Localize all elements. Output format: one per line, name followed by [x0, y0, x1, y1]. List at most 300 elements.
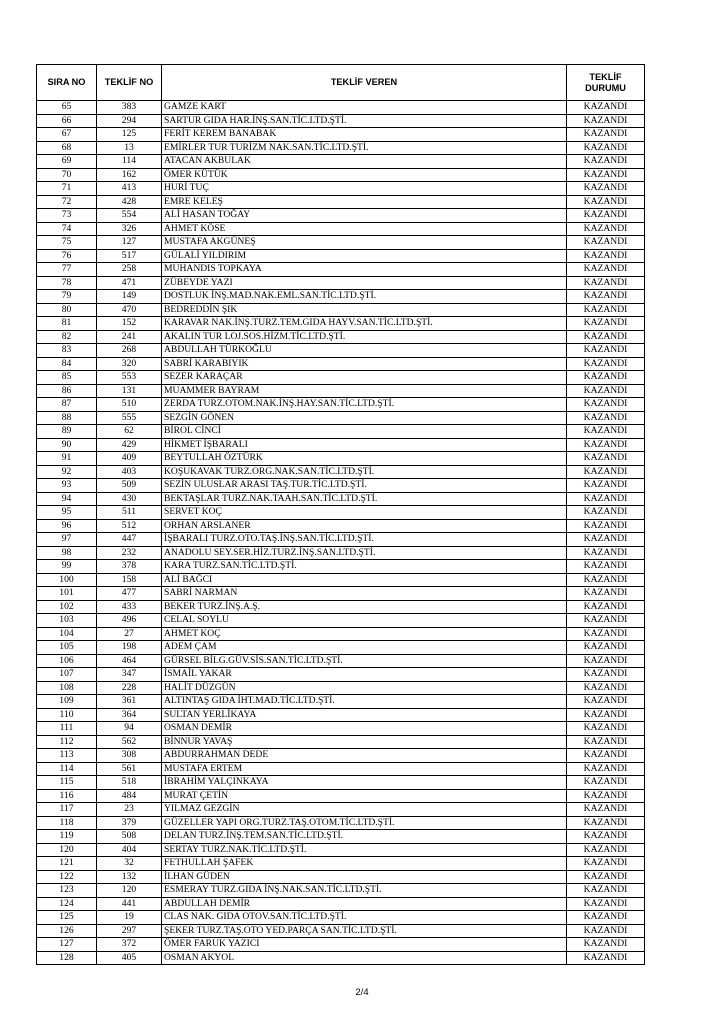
table-row [37, 546, 645, 560]
cell-teklif-durumu: KAZANDI [567, 506, 645, 520]
cell-teklif-no: 131 [97, 384, 162, 398]
cell-teklif-veren: ESMERAY TURZ.GIDA İNŞ.NAK.SAN.TİC.LTD.ŞTİ. [162, 884, 567, 898]
cell-teklif-durumu: KAZANDI [567, 951, 645, 965]
header-teklif-veren: TEKLİF VEREN [162, 65, 567, 101]
cell-teklif-durumu: KAZANDI [567, 533, 645, 547]
cell-sira-no: 118 [37, 816, 97, 830]
table-row [37, 816, 645, 830]
cell-teklif-veren: ABDULLAH TÜRKOĞLU [162, 344, 567, 358]
cell-teklif-durumu: KAZANDI [567, 263, 645, 277]
table-row [37, 195, 645, 209]
cell-teklif-veren: ORHAN ARSLANER [162, 519, 567, 533]
cell-sira-no: 72 [37, 195, 97, 209]
cell-teklif-no: 554 [97, 209, 162, 223]
cell-teklif-veren: ANADOLU SEY.SER.HİZ.TURZ.İNŞ.SAN.LTD.ŞTİ. [162, 546, 567, 560]
table-row [37, 560, 645, 574]
cell-sira-no: 83 [37, 344, 97, 358]
cell-sira-no: 114 [37, 762, 97, 776]
cell-teklif-no: 561 [97, 762, 162, 776]
cell-teklif-durumu: KAZANDI [567, 317, 645, 331]
table-row [37, 573, 645, 587]
cell-teklif-no: 308 [97, 749, 162, 763]
cell-teklif-no: 232 [97, 546, 162, 560]
table-row [37, 114, 645, 128]
cell-teklif-durumu: KAZANDI [567, 384, 645, 398]
cell-teklif-durumu: KAZANDI [567, 722, 645, 736]
cell-teklif-no: 372 [97, 938, 162, 952]
cell-teklif-durumu: KAZANDI [567, 870, 645, 884]
table-row [37, 506, 645, 520]
cell-teklif-durumu: KAZANDI [567, 101, 645, 115]
cell-sira-no: 82 [37, 330, 97, 344]
cell-sira-no: 79 [37, 290, 97, 304]
cell-teklif-durumu: KAZANDI [567, 654, 645, 668]
cell-teklif-veren: MURAT ÇETİN [162, 789, 567, 803]
cell-teklif-veren: HURİ TUÇ [162, 182, 567, 196]
cell-sira-no: 125 [37, 911, 97, 925]
cell-sira-no: 69 [37, 155, 97, 169]
cell-teklif-durumu: KAZANDI [567, 330, 645, 344]
cell-teklif-veren: CELAL SOYLU [162, 614, 567, 628]
cell-teklif-no: 562 [97, 735, 162, 749]
cell-teklif-no: 347 [97, 668, 162, 682]
cell-teklif-veren: ÖMER FARUK YAZICI [162, 938, 567, 952]
cell-teklif-durumu: KAZANDI [567, 357, 645, 371]
cell-teklif-no: 496 [97, 614, 162, 628]
cell-teklif-veren: GÜZELLER YAPI ORG.TURZ.TAŞ.OTOM.TİC.LTD.ŞTİ. [162, 816, 567, 830]
cell-sira-no: 93 [37, 479, 97, 493]
cell-teklif-durumu: KAZANDI [567, 708, 645, 722]
table-row [37, 911, 645, 925]
table-row [37, 776, 645, 790]
cell-teklif-veren: GAMZE KART [162, 101, 567, 115]
cell-sira-no: 110 [37, 708, 97, 722]
cell-sira-no: 120 [37, 843, 97, 857]
cell-teklif-veren: KARA TURZ.SAN.TİC.LTD.ŞTİ. [162, 560, 567, 574]
cell-sira-no: 101 [37, 587, 97, 601]
table-row [37, 155, 645, 169]
table-row [37, 479, 645, 493]
cell-sira-no: 103 [37, 614, 97, 628]
cell-teklif-no: 409 [97, 452, 162, 466]
cell-sira-no: 76 [37, 249, 97, 263]
cell-sira-no: 74 [37, 222, 97, 236]
table-row [37, 600, 645, 614]
cell-teklif-veren: SABRİ NARMAN [162, 587, 567, 601]
cell-teklif-no: 241 [97, 330, 162, 344]
cell-teklif-durumu: KAZANDI [567, 209, 645, 223]
table-row [37, 870, 645, 884]
cell-teklif-durumu: KAZANDI [567, 114, 645, 128]
cell-teklif-no: 464 [97, 654, 162, 668]
cell-teklif-veren: ALİ HASAN TOĞAY [162, 209, 567, 223]
cell-teklif-durumu: KAZANDI [567, 195, 645, 209]
cell-teklif-veren: BEDREDDİN ŞIK [162, 303, 567, 317]
header-teklif-no: TEKLİF NO [97, 65, 162, 101]
table-row [37, 452, 645, 466]
cell-teklif-durumu: KAZANDI [567, 911, 645, 925]
table-row [37, 722, 645, 736]
cell-sira-no: 73 [37, 209, 97, 223]
table-row [37, 735, 645, 749]
cell-teklif-veren: ADEM ÇAM [162, 641, 567, 655]
cell-teklif-veren: HİKMET İŞBARALI [162, 438, 567, 452]
cell-teklif-veren: SEZER KARAÇAR [162, 371, 567, 385]
table-row [37, 101, 645, 115]
cell-teklif-no: 430 [97, 492, 162, 506]
cell-teklif-durumu: KAZANDI [567, 492, 645, 506]
table-row [37, 303, 645, 317]
cell-teklif-durumu: KAZANDI [567, 276, 645, 290]
cell-sira-no: 70 [37, 168, 97, 182]
table-row [37, 641, 645, 655]
cell-teklif-no: 383 [97, 101, 162, 115]
cell-teklif-no: 428 [97, 195, 162, 209]
page-number: 2/4 [355, 987, 369, 998]
cell-teklif-no: 553 [97, 371, 162, 385]
cell-teklif-veren: BİROL CİNCİ [162, 425, 567, 439]
cell-teklif-no: 511 [97, 506, 162, 520]
cell-teklif-no: 152 [97, 317, 162, 331]
cell-sira-no: 90 [37, 438, 97, 452]
table-row [37, 924, 645, 938]
cell-teklif-no: 378 [97, 560, 162, 574]
cell-teklif-durumu: KAZANDI [567, 546, 645, 560]
cell-teklif-veren: AKALIN TUR LOJ.SOS.HİZM.TİC.LTD.ŞTİ. [162, 330, 567, 344]
table-row [37, 290, 645, 304]
cell-teklif-no: 297 [97, 924, 162, 938]
cell-teklif-no: 320 [97, 357, 162, 371]
cell-teklif-durumu: KAZANDI [567, 573, 645, 587]
cell-sira-no: 112 [37, 735, 97, 749]
cell-sira-no: 121 [37, 857, 97, 871]
cell-teklif-veren: SERVET KOÇ [162, 506, 567, 520]
table-row [37, 222, 645, 236]
cell-teklif-durumu: KAZANDI [567, 344, 645, 358]
cell-sira-no: 84 [37, 357, 97, 371]
cell-teklif-veren: BEYTULLAH ÖZTÜRK [162, 452, 567, 466]
cell-teklif-no: 114 [97, 155, 162, 169]
cell-sira-no: 108 [37, 681, 97, 695]
cell-teklif-veren: SABRİ KARABIYIK [162, 357, 567, 371]
cell-teklif-veren: FETHULLAH ŞAFEK [162, 857, 567, 871]
table-row [37, 803, 645, 817]
cell-sira-no: 116 [37, 789, 97, 803]
cell-sira-no: 80 [37, 303, 97, 317]
cell-teklif-veren: SARTUR GIDA HAR.İNŞ.SAN.TİC.LTD.ŞTİ. [162, 114, 567, 128]
cell-teklif-veren: ATACAN AKBULAK [162, 155, 567, 169]
cell-teklif-durumu: KAZANDI [567, 249, 645, 263]
cell-teklif-no: 228 [97, 681, 162, 695]
table-row [37, 762, 645, 776]
cell-teklif-no: 120 [97, 884, 162, 898]
cell-teklif-durumu: KAZANDI [567, 884, 645, 898]
cell-teklif-no: 509 [97, 479, 162, 493]
cell-teklif-durumu: KAZANDI [567, 789, 645, 803]
cell-teklif-durumu: KAZANDI [567, 128, 645, 142]
cell-teklif-no: 413 [97, 182, 162, 196]
cell-teklif-no: 326 [97, 222, 162, 236]
cell-sira-no: 92 [37, 465, 97, 479]
cell-sira-no: 78 [37, 276, 97, 290]
cell-teklif-no: 471 [97, 276, 162, 290]
cell-teklif-no: 379 [97, 816, 162, 830]
cell-teklif-veren: ZERDA TURZ.OTOM.NAK.İNŞ.HAY.SAN.TİC.LTD.ŞTİ. [162, 398, 567, 412]
cell-teklif-no: 127 [97, 236, 162, 250]
cell-teklif-durumu: KAZANDI [567, 735, 645, 749]
cell-teklif-durumu: KAZANDI [567, 465, 645, 479]
cell-sira-no: 94 [37, 492, 97, 506]
table-row [37, 897, 645, 911]
cell-sira-no: 65 [37, 101, 97, 115]
cell-teklif-durumu: KAZANDI [567, 438, 645, 452]
cell-teklif-durumu: KAZANDI [567, 560, 645, 574]
cell-teklif-no: 510 [97, 398, 162, 412]
cell-teklif-no: 364 [97, 708, 162, 722]
cell-teklif-veren: ÖMER KÜTÜK [162, 168, 567, 182]
cell-teklif-veren: DOSTLUK İNŞ.MAD.NAK.EML.SAN.TİC.LTD.ŞTİ. [162, 290, 567, 304]
cell-sira-no: 67 [37, 128, 97, 142]
cell-teklif-veren: ALTINTAŞ GIDA İHT.MAD.TİC.LTD.ŞTİ. [162, 695, 567, 709]
table-row [37, 843, 645, 857]
cell-teklif-durumu: KAZANDI [567, 587, 645, 601]
cell-teklif-veren: MUHANDIS TOPKAYA [162, 263, 567, 277]
cell-teklif-durumu: KAZANDI [567, 614, 645, 628]
cell-teklif-durumu: KAZANDI [567, 668, 645, 682]
cell-teklif-no: 484 [97, 789, 162, 803]
cell-teklif-veren: ALİ BAĞCI [162, 573, 567, 587]
cell-teklif-durumu: KAZANDI [567, 762, 645, 776]
cell-teklif-durumu: KAZANDI [567, 857, 645, 871]
cell-sira-no: 106 [37, 654, 97, 668]
cell-teklif-durumu: KAZANDI [567, 398, 645, 412]
table-row [37, 249, 645, 263]
cell-teklif-no: 19 [97, 911, 162, 925]
header-sira-no: SIRA NO [37, 65, 97, 101]
cell-teklif-veren: AHMET KÖSE [162, 222, 567, 236]
table-row [37, 668, 645, 682]
cell-teklif-no: 198 [97, 641, 162, 655]
cell-teklif-no: 158 [97, 573, 162, 587]
cell-teklif-veren: OSMAN AKYOL [162, 951, 567, 965]
table-row [37, 398, 645, 412]
table-row [37, 411, 645, 425]
cell-sira-no: 89 [37, 425, 97, 439]
cell-teklif-veren: BİNNUR YAVAŞ [162, 735, 567, 749]
cell-sira-no: 117 [37, 803, 97, 817]
cell-teklif-no: 27 [97, 627, 162, 641]
cell-sira-no: 68 [37, 141, 97, 155]
cell-sira-no: 104 [37, 627, 97, 641]
cell-teklif-veren: YILMAZ GEZGİN [162, 803, 567, 817]
table-row [37, 533, 645, 547]
cell-sira-no: 123 [37, 884, 97, 898]
cell-teklif-no: 23 [97, 803, 162, 817]
cell-teklif-no: 258 [97, 263, 162, 277]
cell-sira-no: 102 [37, 600, 97, 614]
cell-teklif-veren: KARAVAR NAK.İNŞ.TURZ.TEM.GIDA HAYV.SAN.TİC.LTD.ŞTİ. [162, 317, 567, 331]
cell-teklif-durumu: KAZANDI [567, 830, 645, 844]
cell-sira-no: 100 [37, 573, 97, 587]
cell-teklif-no: 518 [97, 776, 162, 790]
cell-teklif-no: 447 [97, 533, 162, 547]
cell-teklif-veren: EMRE KELEŞ [162, 195, 567, 209]
table-row [37, 344, 645, 358]
cell-teklif-veren: GÜRSEL BİLG.GÜV.SİS.SAN.TİC.LTD.ŞTİ. [162, 654, 567, 668]
cell-sira-no: 111 [37, 722, 97, 736]
cell-sira-no: 128 [37, 951, 97, 965]
cell-teklif-veren: ZÜBEYDE YAZI [162, 276, 567, 290]
cell-teklif-veren: GÜLALİ YILDIRIM [162, 249, 567, 263]
cell-teklif-veren: FERİT KEREM BANABAK [162, 128, 567, 142]
cell-teklif-durumu: KAZANDI [567, 290, 645, 304]
table-row [37, 168, 645, 182]
cell-teklif-durumu: KAZANDI [567, 627, 645, 641]
cell-teklif-no: 433 [97, 600, 162, 614]
table-row [37, 425, 645, 439]
cell-teklif-veren: BEKTAŞLAR TURZ.NAK.TAAH.SAN.TİC.LTD.ŞTİ. [162, 492, 567, 506]
table-row [37, 263, 645, 277]
table-row [37, 654, 645, 668]
table-row [37, 708, 645, 722]
cell-teklif-veren: İSMAİL YAKAR [162, 668, 567, 682]
table-row [37, 384, 645, 398]
cell-teklif-veren: ABDURRAHMAN DEDE [162, 749, 567, 763]
table-row [37, 830, 645, 844]
table-row [37, 317, 645, 331]
cell-teklif-no: 512 [97, 519, 162, 533]
cell-teklif-no: 32 [97, 857, 162, 871]
cell-teklif-veren: EMİRLER TUR TURİZM NAK.SAN.TİC.LTD.ŞTİ. [162, 141, 567, 155]
table-body [37, 101, 645, 965]
cell-sira-no: 95 [37, 506, 97, 520]
cell-sira-no: 71 [37, 182, 97, 196]
table-row [37, 749, 645, 763]
cell-sira-no: 127 [37, 938, 97, 952]
cell-teklif-durumu: KAZANDI [567, 681, 645, 695]
cell-sira-no: 77 [37, 263, 97, 277]
cell-teklif-veren: BEKER TURZ.İNŞ.A.Ş. [162, 600, 567, 614]
table-row [37, 371, 645, 385]
table-row [37, 519, 645, 533]
table-row [37, 492, 645, 506]
cell-teklif-durumu: KAZANDI [567, 776, 645, 790]
cell-teklif-durumu: KAZANDI [567, 924, 645, 938]
cell-teklif-no: 470 [97, 303, 162, 317]
table-row [37, 128, 645, 142]
table-row [37, 209, 645, 223]
header-teklif-durumu-line1: TEKLİF [589, 71, 622, 82]
cell-teklif-durumu: KAZANDI [567, 371, 645, 385]
cell-teklif-durumu: KAZANDI [567, 141, 645, 155]
cell-teklif-durumu: KAZANDI [567, 816, 645, 830]
cell-teklif-veren: İBRAHİM YALÇINKAYA [162, 776, 567, 790]
cell-teklif-veren: KOŞUKAVAK TURZ.ORG.NAK.SAN.TİC.LTD.ŞTİ. [162, 465, 567, 479]
table-row [37, 141, 645, 155]
cell-teklif-no: 517 [97, 249, 162, 263]
cell-teklif-no: 13 [97, 141, 162, 155]
cell-teklif-no: 555 [97, 411, 162, 425]
cell-sira-no: 91 [37, 452, 97, 466]
cell-teklif-durumu: KAZANDI [567, 411, 645, 425]
header-teklif-durumu [567, 65, 645, 101]
cell-teklif-no: 125 [97, 128, 162, 142]
table-row [37, 357, 645, 371]
cell-teklif-veren: HALİT DÜZGÜN [162, 681, 567, 695]
cell-teklif-durumu: KAZANDI [567, 749, 645, 763]
cell-sira-no: 105 [37, 641, 97, 655]
cell-sira-no: 97 [37, 533, 97, 547]
cell-teklif-no: 132 [97, 870, 162, 884]
cell-teklif-veren: İŞBARALI TURZ.OTO.TAŞ.İNŞ.SAN.TİC.LTD.ŞTİ. [162, 533, 567, 547]
cell-teklif-veren: SULTAN YERLİKAYA [162, 708, 567, 722]
table-row [37, 951, 645, 965]
table-row [37, 938, 645, 952]
table-row [37, 182, 645, 196]
cell-teklif-durumu: KAZANDI [567, 182, 645, 196]
cell-teklif-durumu: KAZANDI [567, 938, 645, 952]
cell-teklif-veren: MUSTAFA AKGÜNEŞ [162, 236, 567, 250]
cell-teklif-durumu: KAZANDI [567, 479, 645, 493]
header-teklif-durumu-line2: DURUMU [585, 82, 626, 93]
cell-sira-no: 124 [37, 897, 97, 911]
table-row [37, 438, 645, 452]
cell-teklif-durumu: KAZANDI [567, 897, 645, 911]
table-row [37, 681, 645, 695]
table-row [37, 465, 645, 479]
cell-teklif-no: 149 [97, 290, 162, 304]
cell-teklif-veren: OSMAN DEMİR [162, 722, 567, 736]
table-row [37, 884, 645, 898]
cell-teklif-no: 294 [97, 114, 162, 128]
cell-teklif-no: 403 [97, 465, 162, 479]
cell-teklif-veren: MUSTAFA ERTEM [162, 762, 567, 776]
cell-teklif-no: 62 [97, 425, 162, 439]
cell-teklif-durumu: KAZANDI [567, 155, 645, 169]
cell-sira-no: 96 [37, 519, 97, 533]
cell-teklif-durumu: KAZANDI [567, 425, 645, 439]
cell-sira-no: 119 [37, 830, 97, 844]
cell-teklif-durumu: KAZANDI [567, 803, 645, 817]
cell-sira-no: 66 [37, 114, 97, 128]
cell-teklif-veren: SERTAY TURZ.NAK.TİC.LTD.ŞTİ. [162, 843, 567, 857]
cell-teklif-veren: ŞEKER TURZ.TAŞ.OTO YED.PARÇA SAN.TİC.LTD.ŞTİ. [162, 924, 567, 938]
table-row [37, 857, 645, 871]
cell-teklif-veren: AHMET KOÇ [162, 627, 567, 641]
cell-teklif-durumu: KAZANDI [567, 303, 645, 317]
table-header-row [37, 65, 645, 101]
cell-teklif-no: 405 [97, 951, 162, 965]
cell-sira-no: 113 [37, 749, 97, 763]
table-row [37, 695, 645, 709]
cell-sira-no: 126 [37, 924, 97, 938]
table-row [37, 627, 645, 641]
cell-teklif-durumu: KAZANDI [567, 222, 645, 236]
results-table [36, 64, 645, 965]
cell-teklif-veren: DELAN TURZ.İNŞ.TEM.SAN.TİC.LTD.ŞTİ. [162, 830, 567, 844]
table-row [37, 789, 645, 803]
cell-teklif-veren: CLAS NAK. GIDA OTOV.SAN.TİC.LTD.ŞTİ. [162, 911, 567, 925]
cell-teklif-no: 268 [97, 344, 162, 358]
cell-teklif-veren: MUAMMER BAYRAM [162, 384, 567, 398]
cell-sira-no: 75 [37, 236, 97, 250]
cell-sira-no: 99 [37, 560, 97, 574]
table-row [37, 614, 645, 628]
cell-teklif-no: 361 [97, 695, 162, 709]
cell-teklif-durumu: KAZANDI [567, 843, 645, 857]
cell-teklif-veren: İLHAN GÜDEN [162, 870, 567, 884]
cell-teklif-durumu: KAZANDI [567, 600, 645, 614]
